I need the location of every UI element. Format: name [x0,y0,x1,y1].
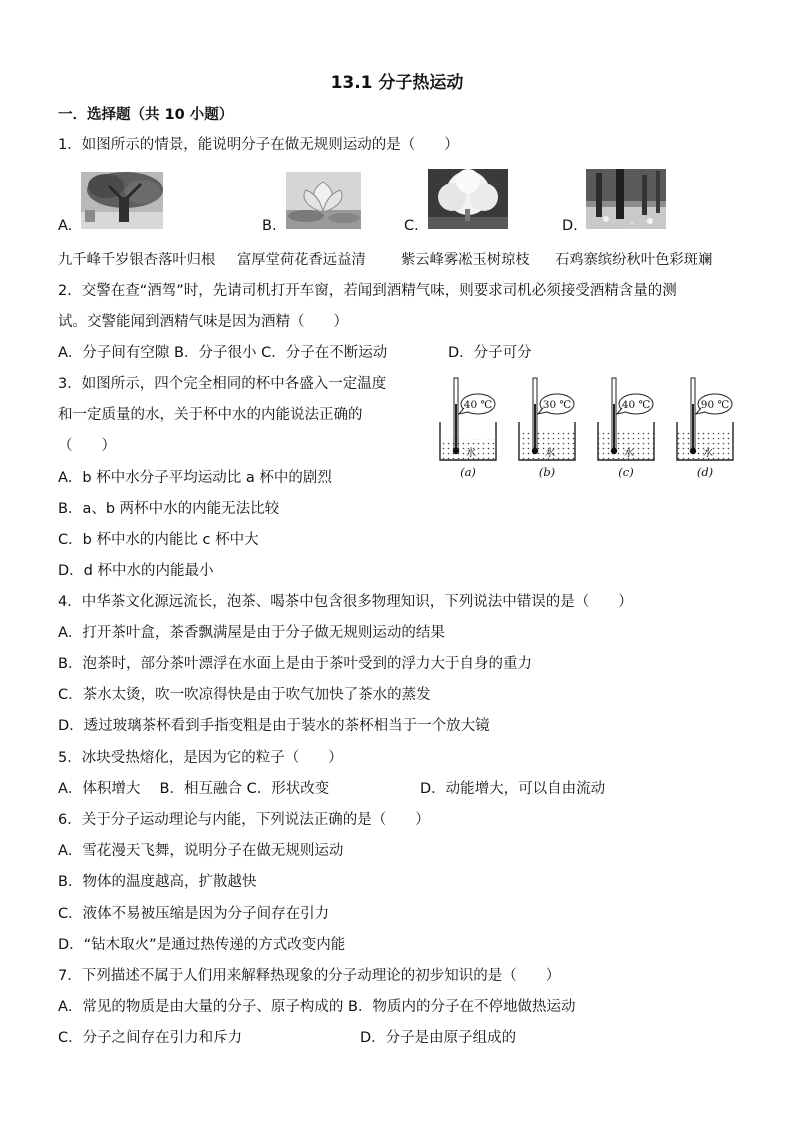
temp-label-2: 30 ℃ [542,399,572,411]
q7-stem: 7．下列描述不属于人们用来解释热现象的分子动理论的初步知识的是（ ） [58,968,561,984]
cup-label-3: (c) [618,465,634,479]
q7-option-d: D．分子是由原子组成的 [360,1030,517,1046]
q1-caption-d: 石鸡寨缤纷秋叶色彩斑斓 [555,252,713,268]
thermometer-mercury-2 [534,404,536,450]
q1-caption-a: 九千峰千岁银杏落叶归根 [58,252,216,268]
cup-label-4: (d) [696,465,714,479]
q6-stem: 6．关于分子运动理论与内能，下列说法正确的是（ ） [58,812,430,828]
thermometer-mercury-4 [692,404,694,450]
thermometer-bulb-2 [532,448,538,454]
q5-option-d: D．动能增大，可以自由流动 [420,781,606,797]
water-label-1: 水 [466,448,476,459]
cup-label-1: (a) [460,465,476,479]
q1-stem: 1．如图所示的情景，能说明分子在做无规则运动的是（ ） [58,137,459,153]
cup-4 [677,378,733,479]
water-label-2: 水 [545,448,555,459]
q1-photo-d-autumn [586,169,666,229]
q6-option-b: B．物体的温度越高，扩散越快 [58,874,257,890]
cup-3 [598,378,654,479]
q3-stem-line3: （ ） [58,438,116,454]
q6-option-a: A．雪花漫天飞舞，说明分子在做无规则运动 [58,843,344,859]
thermometer-bulb-3 [611,448,617,454]
q1-option-c-label: C. [404,218,419,234]
q2-stem-line1: 2．交警在查“酒驾”时，先请司机打开车窗，若闻到酒精气味，则要求司机必须接受酒精含量的测 [58,283,677,299]
q4-option-b: B．泡茶时，部分茶叶漂浮在水面上是由于茶叶受到的浮力大于自身的重力 [58,656,532,672]
thermometer-mercury-3 [613,404,615,450]
q6-option-c: C．液体不易被压缩是因为分子间存在引力 [58,906,330,922]
lotus-photo-icon [286,172,361,229]
water-label-3: 水 [624,448,634,459]
q4-option-d: D．透过玻璃茶杯看到手指变粗是由于装水的茶杯相当于一个放大镜 [58,718,490,734]
temp-label-4: 90 ℃ [700,399,730,411]
q4-option-c: C．茶水太烫，吹一吹凉得快是由于吹气加快了茶水的蒸发 [58,687,431,703]
q5-options-abc: A．体积增大 B．相互融合 C．形状改变 [58,781,330,797]
q3-option-c: C．b 杯中水的内能比 c 杯中大 [58,532,259,548]
page-title: 13.1 分子热运动 [330,73,464,93]
q1-option-b-label: B. [262,218,277,234]
q6-option-d: D．“钻木取火”是通过热传递的方式改变内能 [58,937,346,953]
q2-stem-line2: 试。交警能闻到酒精气味是因为酒精（ ） [58,314,348,330]
autumn-forest-photo-icon [586,169,666,229]
thermometer-bulb-1 [453,448,459,454]
thermometer-mercury-1 [455,404,457,450]
q1-option-a-label: A. [58,218,73,234]
thermometer-bulb-4 [690,448,696,454]
q1-caption-c: 紫云峰雾凇玉树琼枝 [401,252,530,268]
q1-caption-b: 富厚堂荷花香远益清 [237,252,366,268]
temp-label-3: 40 ℃ [621,399,651,411]
q3-option-b: B．a、b 两杯中水的内能无法比较 [58,501,280,517]
q1-option-d-label: D. [562,218,578,234]
q3-cups-figure [432,372,752,484]
water-label-4: 水 [703,448,713,459]
q4-stem: 4．中华茶文化源远流长，泡茶、喝茶中包含很多物理知识，下列说法中错误的是（ ） [58,594,633,610]
q3-stem-line1: 3．如图所示，四个完全相同的杯中各盛入一定温度 [58,376,387,392]
q3-option-d: D．d 杯中水的内能最小 [58,563,214,579]
q1-photo-c-rime [428,169,508,229]
cup-1 [440,378,496,479]
rime-tree-photo-icon [428,169,508,229]
q7-option-c: C．分子之间存在引力和斥力 [58,1030,243,1046]
q7-options-ab: A．常见的物质是由大量的分子、原子构成的 B．物质内的分子在不停地做热运动 [58,999,576,1015]
cup-2 [519,378,575,479]
q1-photo-b-lotus [286,172,361,229]
q4-option-a: A．打开茶叶盒，茶香飘满屋是由于分子做无规则运动的结果 [58,625,445,641]
section-heading: 一．选择题（共 10 小题） [58,107,234,123]
q1-photo-a-ginkgo [81,172,163,229]
q3-option-a: A．b 杯中水分子平均运动比 a 杯中的剧烈 [58,470,332,486]
q3-stem-line2: 和一定质量的水，关于杯中水的内能说法正确的 [58,407,363,423]
q5-stem: 5．冰块受热熔化，是因为它的粒子（ ） [58,750,343,766]
ginkgo-photo-icon [81,172,163,229]
q2-option-d: D．分子可分 [448,345,532,361]
q2-options-abc: A．分子间有空隙 B．分子很小 C．分子在不断运动 [58,345,388,361]
temp-label-1: 40 ℃ [463,399,493,411]
cup-label-2: (b) [538,465,556,479]
